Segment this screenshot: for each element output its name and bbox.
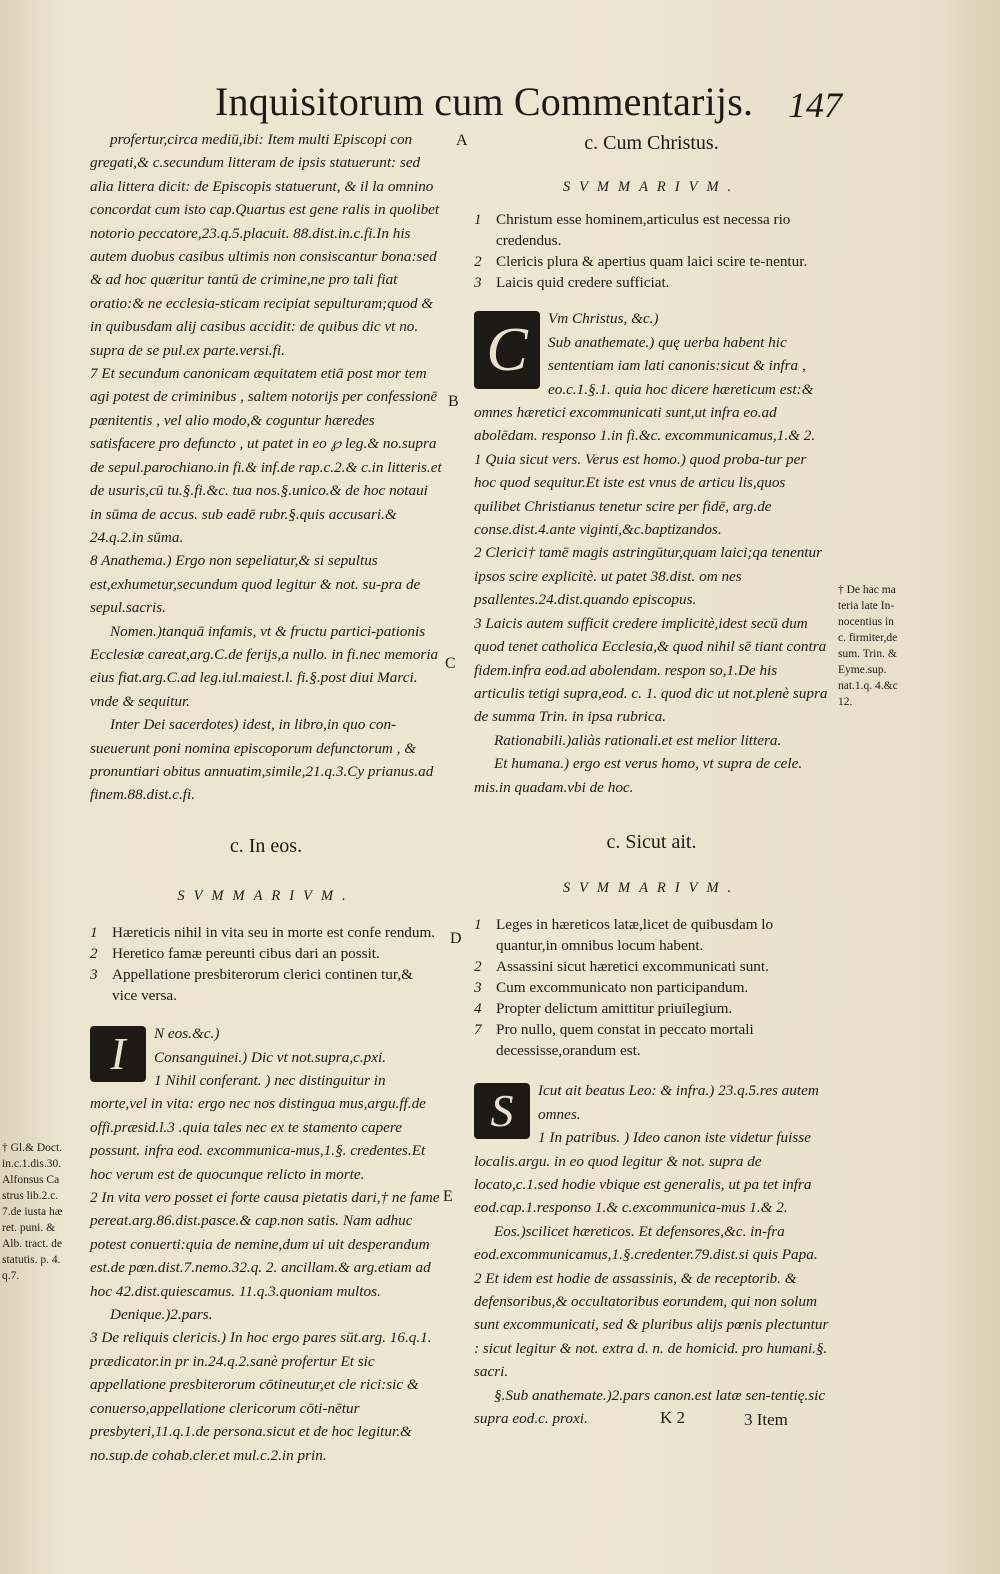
chapter-heading: c. Sicut ait. xyxy=(606,830,697,853)
summary-item-number: 1 xyxy=(90,924,98,942)
commentary-paragraph: Rationabili.)aliàs rationali.et est melior littera. xyxy=(494,731,782,749)
margin-letter-b: B xyxy=(448,393,459,410)
summary-item xyxy=(474,977,829,998)
margin-letter-e: E xyxy=(443,1188,453,1205)
right-column xyxy=(474,130,829,1430)
summary-item-number: 7 xyxy=(474,1021,482,1039)
chapter-heading: c. In eos. xyxy=(229,834,303,857)
summary-item-text: Leges in hæreticos latæ,licet de quibusdam lo quantur,in omnibus locum habent. xyxy=(496,916,774,955)
summary-item xyxy=(474,209,829,251)
summary-item-text: Pro nullo, quem constat in peccato mortali decessisse,orandum est. xyxy=(496,1021,754,1060)
margin-letter-c: C xyxy=(445,655,456,672)
left-margin-note: † Gl.& Doct. in.c.1.dis.30. Alfonsus Ca strus lib.2.c. 7.de iusta hæ ret. puni. & Alb. tract. de statutis. p. 4. q.7. xyxy=(2,1142,63,1282)
commentary-paragraph: 7 Et secundum canonicam æquitatem etiā post mor tem agi potest de criminibus , saltem notorijs per confessionē pœnitentis , vel alio modo,& coguntur hæredes satisfacere pro defuncto , ut patet in eo ℘ leg.& no.supra de sepul.parochiano.in fi.& inf.de rap.c.2.& c.in litteris.et de usuris,cū tu.§.fi.&c. tua nos.§.unico.& de hoc notaui in sūma de accus. sub eadē rubr.§.quis accusari.& 24.q.2.in sūma. xyxy=(90,365,442,546)
summary-item-number: 2 xyxy=(90,945,98,963)
summary-item xyxy=(474,914,829,956)
commentary-paragraph: §.Sub anathemate.)2.pars canon.est latæ sen-tentię.sic supra eod.c. proxi. xyxy=(474,1386,826,1428)
summary-list xyxy=(90,922,442,1006)
summary-item-number: 1 xyxy=(474,916,482,934)
commentary-paragraph: Nomen.)tanquā infamis, vt & fructu partici-pationis Ecclesiæ careat,arg.C.de ferijs,a nullo. in fi.nec memoria eius fiat.arg.C.ad leg.iul.maiest.l. fi.§.post diui Marci. vnde & sequitur. xyxy=(90,622,439,710)
commentary-paragraph: 2 In vita vero posset ei forte causa pietatis dari,† ne fame pereat.arg.86.dist.pasce.& cap.non satis. Nam adhuc potest conuerti:quia de nemine,dum ui uit desperandum est.de pœn.dist.7.nemo.32.q. 2. ancillam.& arg.etiam ad hoc 42.dist.quiescamus. 11.q.3.quoniam multos. xyxy=(90,1189,440,1300)
commentary-paragraph: 1 In patribus. ) Ideo canon iste videtur fuisse localis.argu. in eo quod legitur & not. supra de locato,c.1.sed hodie vbique est generalis, ut pa tet infra eod.cap.1.responso 1.& c.excommunica-mus 1.& 2. xyxy=(474,1129,812,1217)
summary-item-number: 3 xyxy=(474,979,482,997)
summary-item-number: 4 xyxy=(474,1000,482,1018)
commentary-paragraph: 3 Laicis autem sufficit credere implicitè,idest secū dum quod tenet catholica Ecclesia,& quod nihil sē tiant contra fidem.infra eod.ad abolendam. respon so,1.De his articulis tetigi supra,eod. c. 1. quod dic ut not.plenè supra de summa Trin. in ipsa rubrica. xyxy=(474,614,828,726)
lemma: Denique.)2.pars. xyxy=(110,1306,213,1324)
summary-item xyxy=(90,964,442,1006)
commentary-paragraph: profertur,circa mediū,ibi: Item multi Episcopi con gregati,& c.secundum litteram de ipsis statuerunt: sed alia littera dicit: de Episcopis statuerunt, & il la omnino concordat cum isto cap.Quartus est gene ralis in quolibet notorio peccatore,23.q.5.placuit. 88.dist.in.c.fi.In his autem duobus casibus ultimis non consiscantur bona:sed & ad hoc quæritur tantū de crimine,ne pro tali fiat oratio:& ne ecclesia-sticam recipiat sepulturam;quod & in quibusdam alij casibus accidit: de quibus dic vt no. supra de se pul.ex parte.versi.fi. xyxy=(90,131,440,359)
summary-item xyxy=(90,943,442,964)
summary-item-text: Cum excommunicato non participandum. xyxy=(496,979,749,997)
commentary-paragraph: Sub anathemate.) quę uerba habent hic sententiam iam lati canonis:sicut & infra , eo.c.1.§.1. quia hoc dicere hæreticum est:& omnes hæretici excommunicati sunt,ut infra eo.ad abolēdam. responso 1.in fi.&c. excommunicamus,1.& 2. xyxy=(474,333,816,445)
summary-item xyxy=(90,922,442,943)
signature-mark: K 2 xyxy=(660,1408,686,1427)
lemma: Vm Christus, &c.) xyxy=(548,310,659,328)
summary-item xyxy=(474,998,829,1019)
summary-item-text: Appellatione presbiterorum clerici continen tur,& vice versa. xyxy=(112,966,413,1005)
right-margin-note: † De hac ma teria late In- nocentius in c. firmiter,de sum. Trin. & Eyme.sup. nat.1.q. 4.&c 12. xyxy=(838,584,898,708)
summary-item-text: Propter delictum amittitur priuilegium. xyxy=(496,1000,733,1018)
running-title: Inquisitorum cum Commentarijs. xyxy=(215,79,754,124)
commentary-paragraph: 3 De reliquis clericis.) In hoc ergo pares sūt.arg. 16.q.1. prædicator.in pr in.24.q.2.sanè profertur Et sic appellatione presbiterorum cōtineutur,et cle rici:sic & conuerso,appellatione clericorum cōti-nētur presbyteri,11.q.1.de persona.sicut et de hoc legitur.& no.sup.de cohab.cler.et mul.c.2.in prin. xyxy=(90,1329,432,1464)
commentary-paragraph: 8 Anathema.) Ergo non sepeliatur,& si sepultus est,exhumetur,secundum quod legitur & not. su-pra de sepul.sacris. xyxy=(90,552,421,617)
summary-list xyxy=(474,209,829,293)
summary-item xyxy=(474,251,829,272)
commentary-paragraph: Eos.)scilicet hæreticos. Et defensores,&c. in-fra eod.excommunicamus,1.§.credenter.79.dist.si quis Papa. xyxy=(474,1222,818,1264)
summary-item-number: 1 xyxy=(474,211,482,229)
lemma: Consanguinei.) Dic vt not.supra,c.pxi. xyxy=(154,1048,387,1066)
catchword: 3 Item xyxy=(744,1410,788,1429)
summarium-label: SVMMARIVM. xyxy=(562,179,741,195)
summary-item-text: Hæreticis nihil in vita seu in morte est confe rendum. xyxy=(112,924,436,942)
summary-item-text: Christum esse hominem,articulus est necessa rio credendus. xyxy=(496,211,791,250)
commentary-paragraph: 1 Nihil conferant. ) nec distinguitur in morte,vel in vita: ergo nec nos distingua mus,argu.ff.de offi.præsid.l.3 .quia tales nec ex te stamento capere possunt. infra eod. excommunica-mus,1.§. credentes.Et hoc verum est de quocunque relicto in morte. xyxy=(90,1072,426,1183)
summary-item xyxy=(474,956,829,977)
summary-item-number: 3 xyxy=(474,274,482,292)
decorated-initial: S xyxy=(474,1083,530,1139)
margin-letter-d: D xyxy=(450,930,462,947)
summary-item-number: 3 xyxy=(90,966,98,984)
lemma: N eos.&c.) xyxy=(154,1025,220,1043)
commentary-paragraph: 2 Clerici† tamē magis astringūtur,quam laici;qa tenentur ipsos scire explicitè. ut patet 38.dist. om nes psallentes.24.dist.quando episcopus. xyxy=(474,544,823,609)
summary-item-text: Heretico famæ pereunti cibus dari an possit. xyxy=(112,945,380,963)
decorated-initial: I xyxy=(90,1026,146,1082)
page-number: 147 xyxy=(788,85,842,125)
lemma: Icut ait beatus Leo: & infra.) 23.q.5.res autem omnes. xyxy=(538,1082,819,1123)
commentary-paragraph: 1 Quia sicut vers. Verus est homo.) quod proba-tur per hoc quod sequitur.Et iste est vnus de articu lis,quos quilibet Christianus tenetur scire per fidē, arg.de conse.dist.4.ante viginti,&c.baptizandos. xyxy=(474,450,807,539)
summarium-label: SVMMARIVM. xyxy=(562,879,741,896)
summary-item-text: Laicis quid credere sufficiat. xyxy=(496,274,670,292)
left-column xyxy=(90,128,442,1467)
chapter-heading: c. Cum Christus. xyxy=(584,132,719,154)
summarium-label: SVMMARIVM. xyxy=(177,887,355,904)
summary-item-number: 2 xyxy=(474,958,482,976)
commentary-paragraph: Inter Dei sacerdotes) idest, in libro,in quo con-sueuerunt poni nomina episcoporum defunctorum , & pronuntiari obitus annuatim,simile,21.q.3.Cy prianus.ad finem.88.dist.c.fi. xyxy=(90,716,434,804)
summary-item-text: Assassini sicut hæretici excommunicati sunt. xyxy=(496,958,769,976)
commentary-paragraph: Et humana.) ergo est verus homo, vt supra de cele. mis.in quadam.vbi de hoc. xyxy=(474,755,803,796)
summary-item-number: 2 xyxy=(474,253,482,271)
commentary-paragraph: 2 Et idem est hodie de assassinis, & de receptorib. & defensoribus,& occultatoribus eorundem, qui non solum sunt excommunicati, sed & pluribus alijs pœnis plectuntur : sicut legitur & not. extra d. n. de homicid. pro humani.§. sacri. xyxy=(474,1269,829,1381)
decorated-initial: C xyxy=(474,311,540,389)
summary-item xyxy=(474,1019,829,1061)
summary-item-text: Clericis plura & apertius quam laici scire te-nentur. xyxy=(496,253,808,271)
summary-item xyxy=(474,272,829,293)
summary-list xyxy=(474,914,829,1061)
margin-letter-a: A xyxy=(456,132,468,149)
